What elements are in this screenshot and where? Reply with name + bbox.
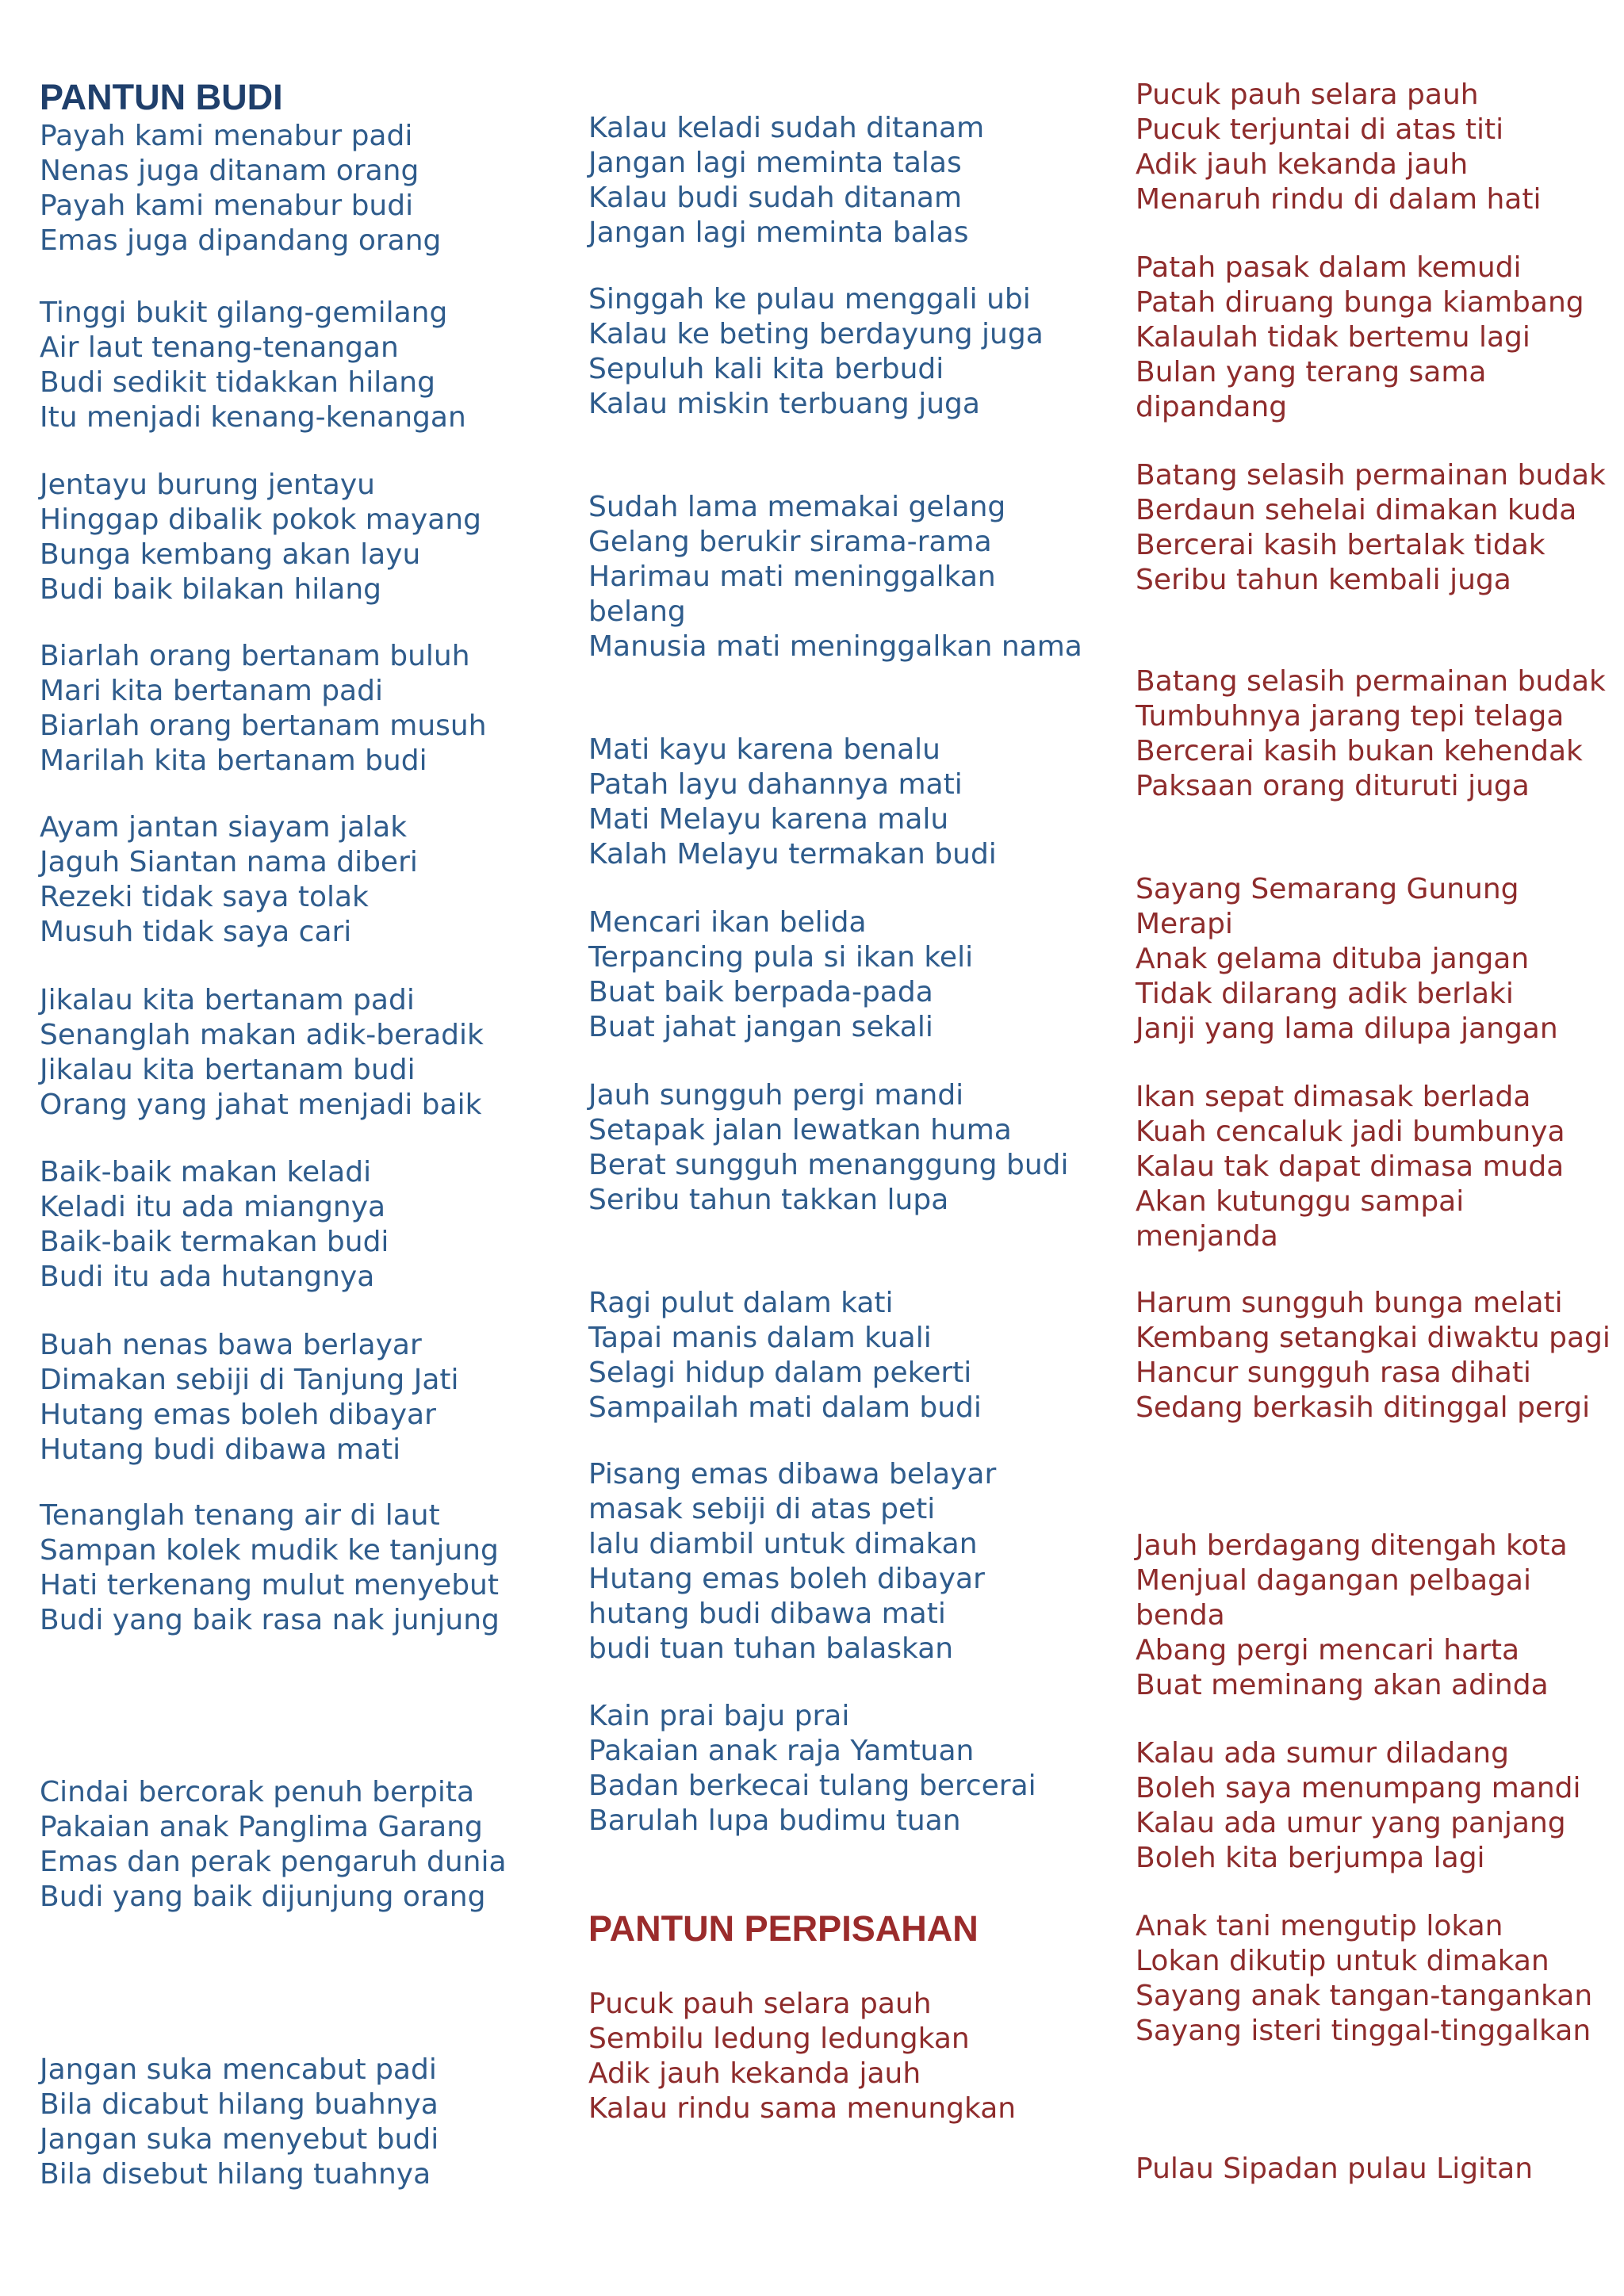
pantun-line: Hutang budi dibawa mati — [40, 1433, 401, 1466]
pantun-line: Buat jahat jangan sekali — [588, 1011, 933, 1043]
pantun-line: masak sebiji di atas peti — [588, 1493, 936, 1525]
stanza — [40, 1328, 459, 1468]
stanza — [1136, 1286, 1611, 1425]
stanza — [1136, 1736, 1581, 1876]
pantun-line: Janji yang lama dilupa jangan — [1136, 1012, 1558, 1045]
pantun-line: Budi sedikit tidakkan hilang — [40, 366, 435, 399]
pantun-line: Musuh tidak saya cari — [40, 916, 352, 948]
pantun-line: Kain prai baju prai — [588, 1700, 850, 1732]
pantun-line: Ayam jantan siayam jalak — [40, 811, 408, 844]
pantun-line: Jikalau kita bertanam budi — [40, 1054, 416, 1086]
pantun-line: Bunga kembang akan layu — [40, 538, 421, 571]
stanza — [588, 1987, 1016, 2126]
stanza — [1136, 1529, 1611, 1703]
pantun-line: Baik-baik makan keladi — [40, 1156, 372, 1188]
pantun-line: Emas dan perak pengaruh dunia — [40, 1846, 507, 1878]
stanza — [40, 639, 487, 779]
pantun-line: Sedang berkasih ditinggal pergi — [1136, 1391, 1591, 1424]
pantun-line: Biarlah orang bertanam buluh — [40, 640, 470, 672]
pantun-line: Gelang berukir sirama-rama — [588, 526, 992, 558]
stanza — [40, 983, 484, 1123]
pantun-line: Budi yang baik dijunjung orang — [40, 1881, 486, 1913]
pantun-line: Seribu tahun takkan lupa — [588, 1184, 949, 1216]
pantun-line: Selagi hidup dalam pekerti — [588, 1357, 972, 1389]
pantun-line: Ikan sepat dimasak berlada — [1136, 1081, 1531, 1113]
pantun-line: Kalaulah tidak bertemu lagi — [1136, 321, 1530, 354]
pantun-line: Pucuk pauh selara pauh — [588, 1988, 932, 2020]
stanza — [588, 490, 1096, 664]
stanza — [40, 1155, 389, 1295]
pantun-line: Hutang emas boleh dibayar — [40, 1399, 436, 1431]
pantun-line: Jaguh Siantan nama diberi — [40, 846, 418, 878]
pantun-line: Bila dicabut hilang buahnya — [40, 2088, 439, 2121]
pantun-line: Marilah kita bertanam budi — [40, 744, 427, 777]
pantun-line: Kembang setangkai diwaktu pagi — [1136, 1322, 1611, 1354]
pantun-line: Kalau ada umur yang panjang — [1136, 1807, 1566, 1839]
pantun-line: Patah layu dahannya mati — [588, 768, 963, 801]
pantun-line: Budi baik bilakan hilang — [40, 573, 382, 606]
pantun-line: Boleh kita berjumpa lagi — [1136, 1842, 1485, 1874]
pantun-line: Kalau rindu sama menungkan — [588, 2092, 1017, 2125]
pantun-line: Tidak dilarang adik berlaki — [1136, 978, 1514, 1010]
pantun-line: Sembilu ledung ledungkan — [588, 2022, 970, 2055]
pantun-line: Anak tani mengutip lokan — [1136, 1910, 1503, 1942]
pantun-line: Menjual dagangan pelbagai benda — [1136, 1564, 1531, 1632]
pantun-line: Buat baik berpada-pada — [588, 976, 933, 1008]
pantun-line: Kalau miskin terbuang juga — [588, 388, 980, 420]
pantun-line: Batang selasih permainan budak — [1136, 665, 1606, 698]
stanza — [40, 1775, 507, 1915]
pantun-line: Kalau tak dapat dimasa muda — [1136, 1150, 1565, 1183]
stanza — [588, 905, 973, 1045]
stanza — [40, 1498, 500, 1638]
pantun-line: Sayang isteri tinggal-tinggalkan — [1136, 2015, 1591, 2047]
pantun-line: Payah kami menabur budi — [40, 189, 414, 222]
pantun-line: Manusia mati meninggalkan nama — [588, 630, 1082, 663]
pantun-line: Emas juga dipandang orang — [40, 224, 442, 257]
pantun-line: Hutang emas boleh dibayar — [588, 1563, 985, 1595]
pantun-line: Jauh sungguh pergi mandi — [588, 1079, 964, 1112]
pantun-line: Anak gelama dituba jangan — [1136, 943, 1530, 975]
pantun-line: Adik jauh kekanda jauh — [588, 2057, 921, 2090]
pantun-line: Sayang Semarang Gunung Merapi — [1136, 873, 1519, 940]
pantun-line: Sampailah mati dalam budi — [588, 1391, 982, 1424]
stanza — [588, 1078, 1069, 1218]
pantun-line: Akan kutunggu sampai menjanda — [1136, 1185, 1465, 1253]
stanza — [1136, 458, 1606, 598]
pantun-line: Paksaan orang dituruti juga — [1136, 770, 1530, 802]
pantun-line: Patah diruang bunga kiambang — [1136, 286, 1584, 319]
pantun-line: Bila disebut hilang tuahnya — [40, 2158, 431, 2191]
pantun-line: budi tuan tuhan balaskan — [588, 1632, 954, 1665]
pantun-line: Badan berkecai tulang bercerai — [588, 1770, 1036, 1802]
pantun-line: Jangan suka menyebut budi — [40, 2123, 439, 2156]
pantun-line: Payah kami menabur padi — [40, 120, 413, 152]
pantun-line: Barulah lupa budimu tuan — [588, 1804, 961, 1837]
pantun-line: Rezeki tidak saya tolak — [40, 881, 369, 913]
stanza — [40, 2053, 439, 2192]
pantun-line: Pakaian anak raja Yamtuan — [588, 1735, 975, 1767]
pantun-line: Tenanglah tenang air di laut — [40, 1499, 440, 1532]
pantun-line: Adik jauh kekanda jauh — [1136, 148, 1469, 181]
pantun-line: Nenas juga ditanam orang — [40, 155, 419, 187]
pantun-line: Cindai bercorak penuh berpita — [40, 1776, 475, 1808]
pantun-line: Mari kita bertanam padi — [40, 675, 383, 707]
pantun-line: Buah nenas bawa berlayar — [40, 1329, 422, 1361]
pantun-line: Mati kayu karena benalu — [588, 733, 940, 766]
stanza — [588, 1699, 1036, 1839]
pantun-line: Jangan suka mencabut padi — [40, 2053, 437, 2086]
pantun-line: Keladi itu ada miangnya — [40, 1191, 386, 1223]
pantun-line: Pucuk terjuntai di atas titi — [1136, 113, 1504, 146]
pantun-line: Bercerai kasih bertalak tidak — [1136, 529, 1545, 561]
pantun-line: Hinggap dibalik pokok mayang — [40, 503, 481, 536]
stanza — [40, 468, 481, 607]
stanza — [40, 119, 441, 258]
stanza — [588, 111, 984, 251]
pantun-line: Sampan kolek mudik ke tanjung — [40, 1534, 499, 1567]
pantun-line: Baik-baik termakan budi — [40, 1226, 389, 1258]
pantun-line: Jentayu burung jentayu — [40, 469, 375, 501]
stanza — [1136, 78, 1541, 217]
pantun-line: Bercerai kasih bukan kehendak — [1136, 735, 1583, 767]
pantun-line: Air laut tenang-tenangan — [40, 331, 399, 364]
pantun-line: Biarlah orang bertanam musuh — [40, 710, 487, 742]
pantun-line: Seribu tahun kembali juga — [1136, 564, 1511, 596]
pantun-line: Sepuluh kali kita berbudi — [588, 353, 944, 385]
pantun-line: Patah pasak dalam kemudi — [1136, 251, 1522, 284]
stanza — [588, 282, 1044, 422]
pantun-line: Kuah cencaluk jadi bumbunya — [1136, 1115, 1565, 1148]
stanza — [588, 1286, 982, 1425]
stanza — [40, 296, 466, 435]
pantun-line: Dimakan sebiji di Tanjung Jati — [40, 1364, 459, 1396]
pantun-line: Kalau ada sumur diladang — [1136, 1737, 1509, 1770]
pantun-line: Pulau Sipadan pulau Ligitan — [1136, 2152, 1534, 2185]
stanza — [1136, 664, 1606, 804]
pantun-line: Tumbuhnya jarang tepi telaga — [1136, 700, 1565, 733]
stanza — [588, 1457, 996, 1667]
pantun-line: Sudah lama memakai gelang — [588, 491, 1006, 523]
pantun-line: Hancur sungguh rasa dihati — [1136, 1357, 1531, 1389]
pantun-line: Ragi pulut dalam kati — [588, 1287, 894, 1319]
pantun-line: Mati Melayu karena malu — [588, 803, 949, 836]
pantun-line: hutang budi dibawa mati — [588, 1598, 946, 1630]
pantun-line: Kalah Melayu termakan budi — [588, 838, 997, 871]
pantun-line: Hati terkenang mulut menyebut — [40, 1569, 499, 1601]
stanza — [588, 733, 997, 872]
stanza — [1136, 251, 1611, 425]
pantun-line: Pakaian anak Panglima Garang — [40, 1811, 483, 1843]
pantun-line: Terpancing pula si ikan keli — [588, 941, 974, 974]
stanza — [1136, 872, 1611, 1047]
pantun-line: Harum sungguh bunga melati — [1136, 1287, 1563, 1319]
pantun-line: Jangan lagi meminta talas — [588, 147, 962, 179]
pantun-line: Berdaun sehelai dimakan kuda — [1136, 494, 1577, 526]
pantun-line: Tapai manis dalam kuali — [588, 1322, 932, 1354]
stanza — [1136, 1080, 1611, 1254]
pantun-line: Kalau ke beting berdayung juga — [588, 318, 1044, 350]
pantun-line: Tinggi bukit gilang-gemilang — [40, 297, 448, 329]
pantun-line: lalu diambil untuk dimakan — [588, 1528, 978, 1560]
pantun-line: Senanglah makan adik-beradik — [40, 1019, 484, 1051]
pantun-line: Itu menjadi kenang-kenangan — [40, 401, 466, 434]
pantun-line: Bulan yang terang sama dipandang — [1136, 356, 1487, 423]
pantun-line: Pucuk pauh selara pauh — [1136, 78, 1479, 111]
pantun-line: Budi itu ada hutangnya — [40, 1261, 375, 1293]
pantun-line: Jangan lagi meminta balas — [588, 216, 969, 249]
pantun-line: Jikalau kita bertanam padi — [40, 984, 415, 1016]
pantun-line: Batang selasih permainan budak — [1136, 459, 1606, 492]
pantun-line: Sayang anak tangan-tangankan — [1136, 1980, 1593, 2012]
section-title-pantun-budi: PANTUN BUDI — [40, 77, 283, 117]
pantun-line: Boleh saya menumpang mandi — [1136, 1772, 1581, 1804]
pantun-line: Lokan dikutip untuk dimakan — [1136, 1945, 1549, 1977]
stanza — [1136, 2152, 1533, 2187]
pantun-line: Budi yang baik rasa nak junjung — [40, 1604, 500, 1636]
section-title-pantun-perpisahan: PANTUN PERPISAHAN — [588, 1908, 979, 1949]
pantun-line: Jauh berdagang ditengah kota — [1136, 1529, 1568, 1562]
stanza — [40, 810, 418, 950]
pantun-line: Buat meminang akan adinda — [1136, 1669, 1549, 1701]
pantun-line: Abang pergi mencari harta — [1136, 1634, 1520, 1667]
pantun-line: Setapak jalan lewatkan huma — [588, 1114, 1012, 1146]
pantun-line: Mencari ikan belida — [588, 906, 867, 939]
stanza — [1136, 1909, 1592, 2049]
pantun-line: Harimau mati meninggalkan belang — [588, 561, 996, 628]
pantun-line: Kalau keladi sudah ditanam — [588, 112, 985, 144]
pantun-line: Berat sungguh menanggung budi — [588, 1149, 1069, 1181]
pantun-line: Singgah ke pulau menggali ubi — [588, 283, 1031, 316]
pantun-line: Orang yang jahat menjadi baik — [40, 1089, 482, 1121]
pantun-line: Menaruh rindu di dalam hati — [1136, 183, 1542, 216]
pantun-line: Kalau budi sudah ditanam — [588, 182, 963, 214]
pantun-line: Pisang emas dibawa belayar — [588, 1458, 997, 1490]
